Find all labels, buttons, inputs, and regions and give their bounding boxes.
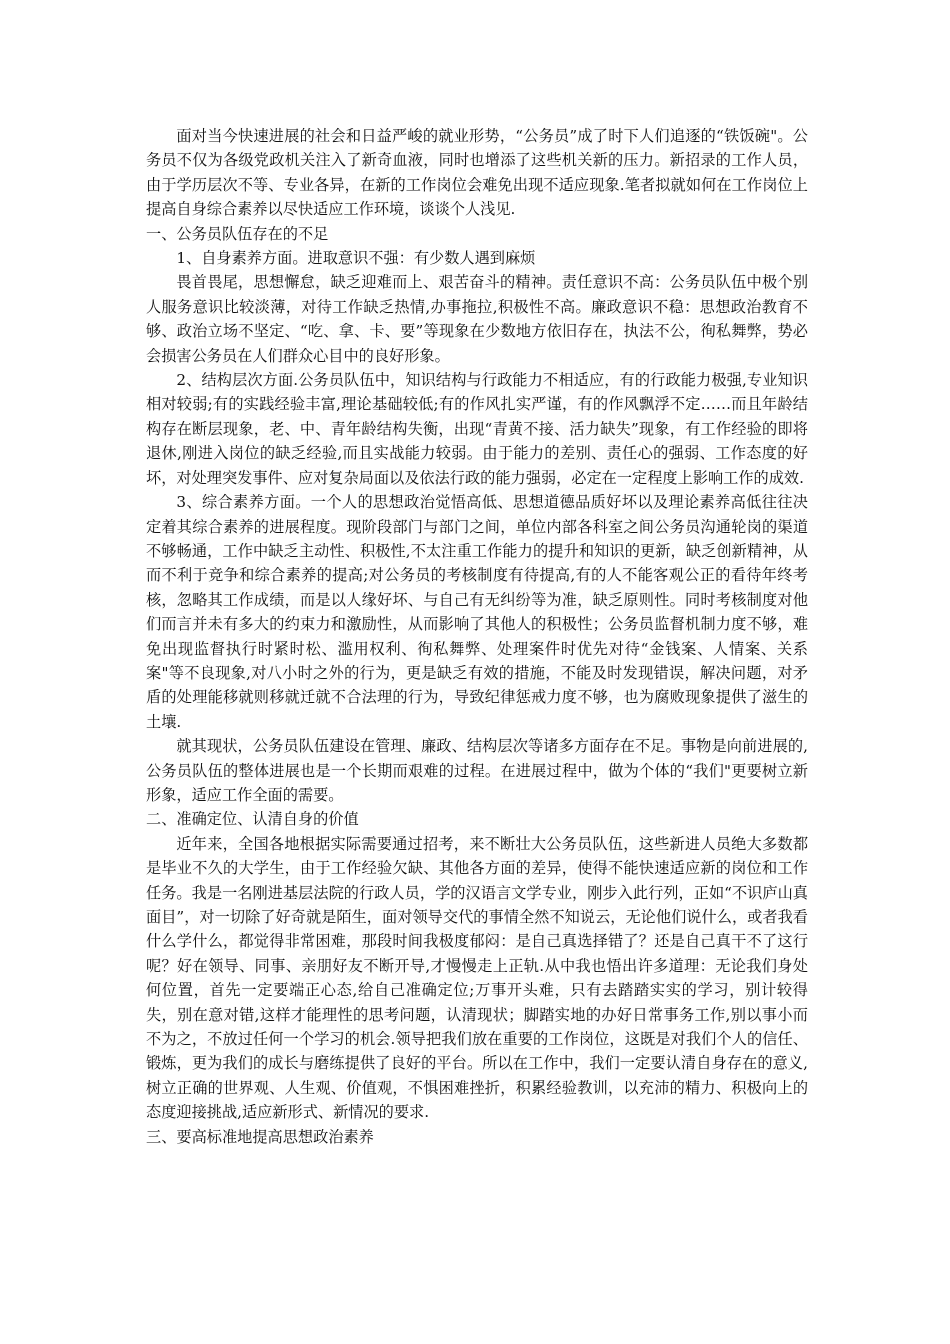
section-heading-1: 一、公务员队伍存在的不足 — [146, 224, 329, 243]
body-paragraph: 近年来，全国各地根据实际需要通过招考，来不断壮大公务员队伍，这些新进人员绝大多数都是毕业不久的大学生，由于工作经验欠缺、其他各方面的差异，使得不能快速适应新的岗位和工作任务。我是一名刚进基层法院的行政人员，学的汉语言文学专业，刚步入此行列，正如“不识庐山真面目”，对一切除了好奇就是陌生，面对领导交代的事情全然不知说云，无论他们说什么，或者我看什么学什么，都觉得非常困难，那段时间我极度郁闷：是自己真选择错了？还是自己真干不了这行呢？好在领导、同事、亲朋好友不断开导,才慢慢走上正轨.从中我也悟出许多道理：无论我们身处何位置，首先一定要端正心态,给自己准确定位;万事开头难，只有去踏踏实实的学习，别计较得失，别在意对错,这样才能理性的思考问题，认清现状；脚踏实地的办好日常事务工作,别以事小而不为之，不放过任何一个学习的机会.领导把我们放在重要的工作岗位，这既是对我们个人的信任、锻炼，更为我们的成长与磨练提供了良好的平台。所以在工作中，我们一定要认清自身存在的意义,树立正确的世界观、人生观、价值观，不惧困难挫折，积累经验教训，以充沛的精力、积极向上的态度迎接挑战,适应新形式、新情况的要求. — [146, 834, 808, 1122]
body-paragraph: 畏首畏尾，思想懈怠，缺乏迎难而上、艰苦奋斗的精神。责任意识不高：公务员队伍中极个别人服务意识比较淡薄，对待工作缺乏热情,办事拖拉,积极性不高。廉政意识不稳：思想政治教育不够、政治立场不坚定、“吃、拿、卡、要”等现象在少数地方依旧存在，执法不公，徇私舞弊，势必会损害公务员在人们群众心目中的良好形象。 — [146, 273, 808, 365]
subsection-1-title: 1、自身素养方面。进取意识不强：有少数人遇到麻烦 — [176, 249, 536, 268]
body-paragraph: 就其现状，公务员队伍建设在管理、廉政、结构层次等诸多方面存在不足。事物是向前进展的,公务员队伍的整体进展也是一个长期而艰难的过程。在进展过程中，做为个体的“我们"更要树立新形象，适应工作全面的需要。 — [146, 737, 808, 804]
document-body — [146, 124, 808, 1149]
body-paragraph: 2、结构层次方面.公务员队伍中，知识结构与行政能力不相适应，有的行政能力极强,专业知识相对较弱;有的实践经验丰富,理论基础较低;有的作风扎实严谨，有的作风飘浮不定……而且年龄结构存在断层现象，老、中、青年龄结构失衡，出现“青黄不接、活力缺失”现象，有工作经验的即将退休,刚进入岗位的缺乏经验,而且实战能力较弱。由于能力的差别、责任心的强弱、工作态度的好坏，对处理突发事件、应对复杂局面以及依法行政的能力强弱，必定在一定程度上影响工作的成效. — [146, 371, 808, 487]
section-heading-3: 三、要高标准地提高思想政治素养 — [146, 1127, 374, 1146]
section-heading-2: 二、准确定位、认清自身的价值 — [146, 810, 359, 829]
body-paragraph: 3、综合素养方面。一个人的思想政治觉悟高低、思想道德品质好坏以及理论素养高低往往决定着其综合素养的进展程度。现阶段部门与部门之间，单位内部各科室之间公务员沟通轮岗的渠道不够畅通，工作中缺乏主动性、积极性,不太注重工作能力的提升和知识的更新，缺乏创新精神，从而不利于竞争和综合素养的提高;对公务员的考核制度有待提高,有的人不能客观公正的看待年终考核，忽略其工作成绩，而是以人缘好坏、与自己有无纠纷等为准，缺乏原则性。同时考核制度对他们而言并未有多大的约束力和激励性，从而影响了其他人的积极性；公务员监督机制力度不够，难免出现监督执行时紧时松、滥用权利、徇私舞弊、处理案件时优先对待“金钱案、人情案、关系案"等不良现象,对八小时之外的行为，更是缺乏有效的措施，不能及时发现错误，解决问题，对矛盾的处理能移就则移就迁就不合法理的行为，导致纪律惩戒力度不够，也为腐败现象提供了滋生的土壤. — [146, 493, 808, 731]
intro-paragraph: 面对当今快速进展的社会和日益严峻的就业形势，“公务员”成了时下人们追逐的“铁饭碗"。公务员不仅为各级党政机关注入了新奇血液，同时也增添了这些机关新的压力。新招录的工作人员，由于学历层次不等、专业各异，在新的工作岗位会难免出现不适应现象.笔者拟就如何在工作岗位上提高自身综合素养以尽快适应工作环境，谈谈个人浅见. — [146, 127, 808, 219]
